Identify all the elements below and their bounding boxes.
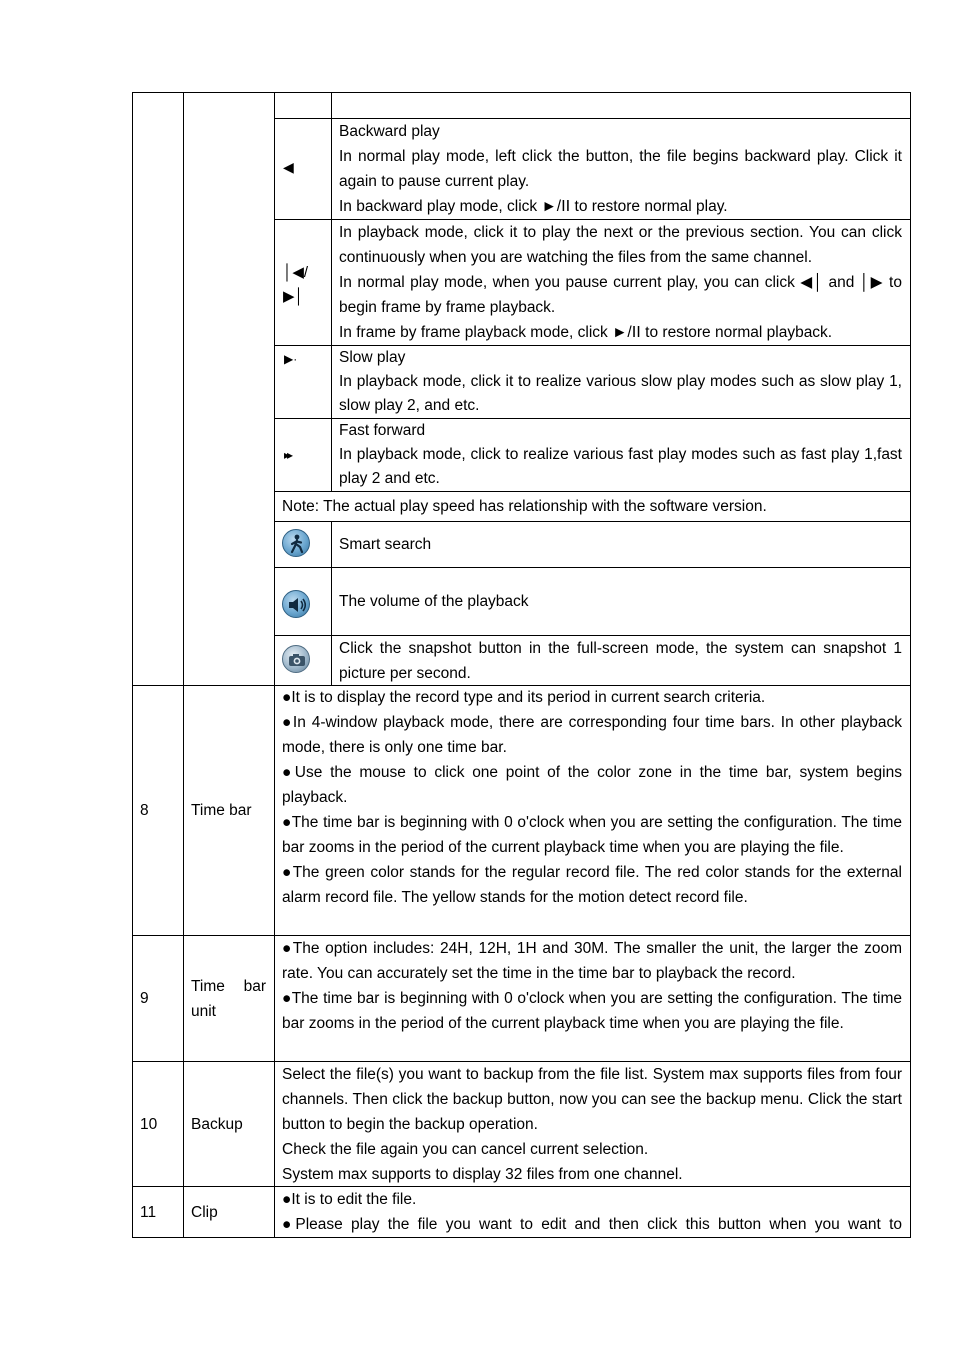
clip-bullet: ●Please play the file you want to edit and then click this button when you want to: [282, 1216, 902, 1233]
time-bar-bullet: ●The time bar is beginning with 0 o'clock when you are setting the configuration. The time bar zooms in the period of the current playback time when you are playing the file.: [282, 814, 902, 856]
frame-play-line: In playback mode, click it to play the next or the previous section. You can click continuously when you are watching the files from the same channel.: [339, 224, 902, 266]
backward-play-title: Backward play: [339, 123, 440, 140]
time-bar-bullet: ●The green color stands for the regular record file. The red color stands for the external alarm record file. The yellow stands for the motion detect record file.: [282, 864, 902, 906]
fast-forward-title: Fast forward: [339, 422, 426, 439]
frame-play-line: In frame by frame playback mode, click ►/ⅠⅠ to restore normal playback.: [339, 324, 833, 341]
table-border-top: [132, 92, 911, 93]
row-number-8: 8: [140, 802, 149, 819]
clip-bullet: ●It is to edit the file.: [282, 1191, 417, 1208]
frame-play-description: [339, 220, 902, 345]
slow-play-line: In playback mode, click it to realize various slow play modes such as slow play 1, slow play 2, and etc.: [339, 373, 902, 414]
time-bar-unit-description: [282, 936, 902, 1036]
time-bar-description: [282, 685, 902, 910]
row-name-backup: Backup: [191, 1115, 243, 1133]
frame-play-icon: [283, 261, 308, 309]
table-border-right: [910, 92, 911, 1238]
slow-play-title: Slow play: [339, 349, 406, 366]
table-border-left: [132, 92, 133, 1238]
column-divider-icon-lower: [331, 521, 332, 685]
backward-play-line: In normal play mode, left click the button, the file begins backward play. Click it again to pause current play.: [339, 148, 902, 190]
fast-forward-icon: ▸▸: [284, 448, 291, 462]
previous-frame-icon: │◀/: [283, 264, 309, 281]
backup-description: [282, 1062, 902, 1187]
row-name-text: Time bar unit: [191, 977, 266, 1020]
row-name-time-bar-unit: [191, 936, 266, 1061]
frame-play-line: In normal play mode, when you pause current play, you can click ◀│ and │▶ to begin frame by frame playback.: [339, 274, 902, 316]
row-number-11: 11: [140, 1203, 157, 1221]
backward-play-description: [339, 119, 902, 219]
volume-icon: [282, 590, 310, 618]
backup-line: Select the file(s) you want to backup from the file list. System max supports files from four channels. Then click the backup button, now you can see the backup menu. Click the start button to begin the backup operation.: [282, 1066, 902, 1133]
backup-line: System max supports to display 32 files from one channel.: [282, 1166, 683, 1183]
snapshot-description: Click the snapshot button in the full-screen mode, the system can snapshot 1 picture per second.: [339, 640, 902, 682]
row-line: [274, 491, 911, 492]
column-divider-num: [183, 92, 184, 1238]
camera-icon: [282, 645, 310, 673]
volume-label: The volume of the playback: [339, 593, 529, 610]
time-bar-unit-bullet: ●The time bar is beginning with 0 o'clock when you are setting the configuration. The time bar zooms in the period of the current playback time when you are playing the file.: [282, 990, 902, 1032]
row-name-clip: Clip: [191, 1203, 218, 1221]
slow-play-description: [339, 346, 902, 418]
table-border-bottom: [132, 1237, 911, 1238]
slow-play-icon: ▶·: [284, 352, 298, 366]
backward-play-icon: ◀: [283, 159, 294, 175]
backward-play-line: In backward play mode, click ►/ⅠⅠ to restore normal play.: [339, 198, 728, 215]
smart-search-icon: [282, 529, 310, 557]
next-frame-icon: ▶│: [283, 288, 304, 305]
backup-line: Check the file again you can cancel current selection.: [282, 1141, 649, 1158]
smart-search-label: Smart search: [339, 536, 432, 553]
time-bar-bullet: ●It is to display the record type and its period in current search criteria.: [282, 689, 766, 706]
column-divider-name: [274, 92, 275, 1238]
time-bar-bullet: ●In 4-window playback mode, there are corresponding four time bars. In other playback mode, there is only one time bar.: [282, 714, 902, 756]
time-bar-unit-bullet: ●The option includes: 24H, 12H, 1H and 30M. The smaller the unit, the larger the zoom rate. You can accurately set the time in the time bar to playback the record.: [282, 940, 902, 982]
row-name-time-bar: Time bar: [191, 802, 252, 819]
column-divider-icon: [331, 92, 332, 492]
row-number-10: 10: [140, 1115, 158, 1133]
fast-forward-line: In playback mode, click to realize various fast play modes such as fast play 1,fast play 2 and etc.: [339, 446, 902, 487]
row-number-9: 9: [140, 990, 149, 1007]
play-speed-note: Note: The actual play speed has relationship with the software version.: [282, 498, 767, 515]
fast-forward-description: [339, 419, 902, 491]
clip-description: [282, 1187, 902, 1237]
time-bar-bullet: ●Use the mouse to click one point of the color zone in the time bar, system begins playback.: [282, 764, 902, 806]
